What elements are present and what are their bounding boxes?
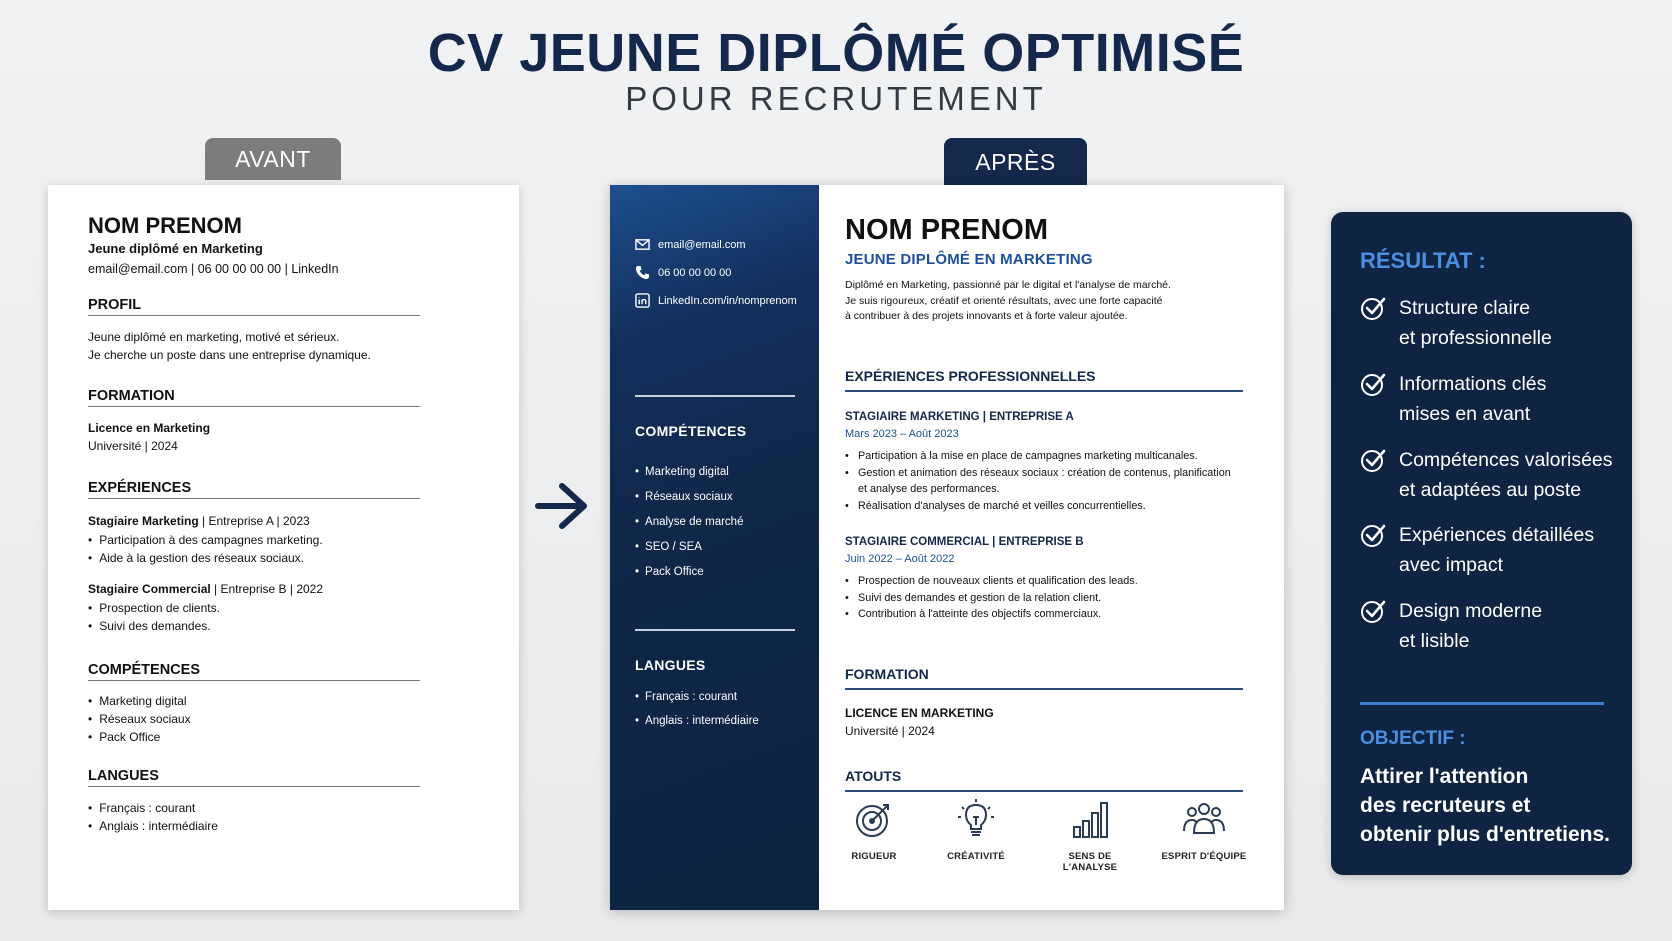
list-item: • Réalisation d'analyses de marché et veilles concurrentielles. bbox=[845, 498, 1235, 515]
result-item-text: Design moderne et lisible bbox=[1399, 600, 1543, 652]
atout-label: CRÉATIVITÉ bbox=[947, 851, 1005, 862]
check-circle-icon bbox=[1360, 447, 1386, 473]
cv-before-competences-list bbox=[88, 692, 191, 746]
cv-after-job-date: Juin 2022 – Août 2022 bbox=[845, 553, 955, 565]
page-subtitle: POUR RECRUTEMENT bbox=[625, 80, 1047, 117]
list-item: • Marketing digital bbox=[635, 460, 743, 485]
job-details: | Entreprise B | 2022 bbox=[210, 582, 324, 596]
list-item: • Réseaux sociaux bbox=[88, 710, 191, 728]
cv-after-section-formation: FORMATION bbox=[845, 666, 1243, 690]
profil-line: Jeune diplômé en marketing, motivé et sérieux. bbox=[88, 330, 340, 344]
contact-text: 06 00 00 00 00 bbox=[658, 266, 732, 279]
result-item bbox=[1360, 293, 1552, 353]
sidebar-langues-title: LANGUES bbox=[635, 657, 706, 673]
contact-linkedin bbox=[635, 293, 797, 308]
list-item: • Marketing digital bbox=[88, 692, 191, 710]
cv-after-formation-school: Université | 2024 bbox=[845, 724, 935, 738]
cv-after-job-list bbox=[845, 573, 1235, 623]
check-circle-icon bbox=[1360, 598, 1386, 624]
cv-before-subtitle: Jeune diplômé en Marketing bbox=[88, 241, 263, 256]
job-role: Stagiaire Commercial bbox=[88, 582, 211, 596]
formation-degree: Licence en Marketing bbox=[88, 421, 211, 435]
sidebar-competences-title: COMPÉTENCES bbox=[635, 423, 747, 439]
list-item: • Réseaux sociaux bbox=[635, 485, 743, 510]
tab-before: AVANT bbox=[205, 138, 341, 180]
atout-equipe bbox=[1154, 797, 1254, 862]
result-item bbox=[1360, 445, 1613, 505]
cv-after-job-title: JEUNE DIPLÔMÉ EN MARKETING bbox=[845, 251, 1093, 268]
contact-text: LinkedIn.com/in/nomprenom bbox=[658, 294, 797, 307]
list-item: • SEO / SEA bbox=[635, 535, 743, 560]
intro-line: à contribuer à des projets innovants et à forte valeur ajoutée. bbox=[845, 310, 1128, 322]
atout-rigueur bbox=[824, 797, 924, 862]
result-item-text: Informations clés mises en avant bbox=[1399, 373, 1547, 425]
cv-after-job-date: Mars 2023 – Août 2023 bbox=[845, 428, 959, 440]
bar-chart-icon bbox=[1068, 797, 1112, 841]
mail-icon bbox=[635, 237, 650, 252]
sidebar-divider bbox=[635, 395, 795, 397]
atout-analyse bbox=[1040, 797, 1140, 873]
cv-before bbox=[48, 185, 519, 910]
page-title: CV JEUNE DIPLÔMÉ OPTIMISÉ bbox=[427, 23, 1245, 83]
cv-before-job bbox=[88, 580, 323, 598]
lightbulb-icon bbox=[954, 797, 998, 841]
team-icon bbox=[1182, 797, 1226, 841]
sidebar-langues-list bbox=[635, 685, 759, 733]
check-circle-icon bbox=[1360, 295, 1386, 321]
phone-icon bbox=[635, 265, 650, 280]
cv-after-job-role: STAGIAIRE MARKETING | ENTREPRISE A bbox=[845, 411, 1074, 423]
cv-after-section-experiences: EXPÉRIENCES PROFESSIONNELLES bbox=[845, 368, 1243, 392]
cv-before-section-formation: FORMATION bbox=[88, 388, 420, 407]
cv-before-job-list bbox=[88, 599, 220, 635]
cv-before-section-langues: LANGUES bbox=[88, 768, 420, 787]
cv-before-contact: email@email.com | 06 00 00 00 00 | LinkedIn bbox=[88, 262, 339, 276]
sidebar-divider bbox=[635, 629, 795, 631]
list-item: • Aide à la gestion des réseaux sociaux. bbox=[88, 549, 323, 567]
list-item: • Prospection de nouveaux clients et qualification des leads. bbox=[845, 573, 1235, 590]
cv-after-section-atouts: ATOUTS bbox=[845, 768, 1243, 792]
profil-line: Je cherche un poste dans une entreprise dynamique. bbox=[88, 348, 371, 362]
cv-after-name: NOM PRENOM bbox=[845, 214, 1048, 246]
list-item: • Prospection de clients. bbox=[88, 599, 220, 617]
result-item-text: Expériences détaillées avec impact bbox=[1399, 524, 1595, 576]
target-icon bbox=[852, 797, 896, 841]
list-item: • Anglais : intermédiaire bbox=[635, 709, 759, 733]
check-circle-icon bbox=[1360, 522, 1386, 548]
result-item bbox=[1360, 596, 1542, 656]
contact-phone bbox=[635, 265, 731, 280]
list-item: • Français : courant bbox=[88, 799, 218, 817]
cv-after-sidebar bbox=[610, 185, 819, 910]
formation-school: Université | 2024 bbox=[88, 439, 178, 453]
cv-before-job-list bbox=[88, 531, 323, 567]
result-item-text: Compétences valorisées et adaptées au poste bbox=[1399, 449, 1613, 501]
cv-before-section-experiences: EXPÉRIENCES bbox=[88, 480, 420, 499]
cv-after-job-list bbox=[845, 448, 1235, 514]
list-item: • Suivi des demandes et gestion de la relation client. bbox=[845, 590, 1235, 607]
list-item: • Contribution à l'atteinte des objectifs commerciaux. bbox=[845, 606, 1235, 623]
result-item bbox=[1360, 369, 1546, 429]
intro-line: Je suis rigoureux, créatif et orienté résultats, avec une forte capacité bbox=[845, 294, 1163, 307]
cv-after-intro bbox=[845, 278, 1171, 325]
result-panel bbox=[1331, 212, 1632, 875]
list-item: • Participation à des campagnes marketing. bbox=[88, 531, 323, 549]
cv-before-profil-text bbox=[88, 328, 371, 364]
contact-email bbox=[635, 237, 746, 252]
panel-divider bbox=[1360, 702, 1604, 705]
sidebar-competences-list bbox=[635, 460, 743, 585]
atout-label: RIGUEUR bbox=[851, 851, 897, 862]
intro-line: Diplômé en Marketing, passionné par le digital et l'analyse de marché. bbox=[845, 279, 1171, 291]
list-item: • Gestion et animation des réseaux sociaux : création de contenus, planification et analyse des performances. bbox=[845, 465, 1235, 498]
list-item: • Pack Office bbox=[635, 560, 743, 585]
atout-creativite bbox=[926, 797, 1026, 862]
atout-label: ESPRIT D'ÉQUIPE bbox=[1161, 851, 1247, 862]
list-item: • Anglais : intermédiaire bbox=[88, 817, 218, 835]
linkedin-icon bbox=[635, 293, 650, 308]
list-item: • Pack Office bbox=[88, 728, 191, 746]
job-role: Stagiaire Marketing bbox=[88, 514, 199, 528]
check-circle-icon bbox=[1360, 371, 1386, 397]
cv-before-section-profil: PROFIL bbox=[88, 297, 420, 316]
list-item: • Suivi des demandes. bbox=[88, 617, 220, 635]
cv-before-section-competences: COMPÉTENCES bbox=[88, 662, 420, 681]
result-item bbox=[1360, 520, 1594, 580]
result-title: RÉSULTAT : bbox=[1360, 248, 1486, 273]
list-item: • Participation à la mise en place de campagnes marketing multicanales. bbox=[845, 448, 1235, 465]
list-item: • Analyse de marché bbox=[635, 510, 743, 535]
cv-after-job-role: STAGIAIRE COMMERCIAL | ENTREPRISE B bbox=[845, 536, 1084, 548]
result-item-text: Structure claire et professionnelle bbox=[1399, 297, 1552, 349]
cv-after-formation-degree: LICENCE EN MARKETING bbox=[845, 706, 994, 720]
cv-before-job bbox=[88, 512, 310, 530]
list-item: • Français : courant bbox=[635, 685, 759, 709]
job-details: | Entreprise A | 2023 bbox=[198, 514, 310, 528]
tab-after: APRÈS bbox=[944, 138, 1087, 186]
objective-text: Attirer l'attention des recruteurs et obtenir plus d'entretiens. bbox=[1360, 765, 1611, 846]
atout-label: SENS DE L'ANALYSE bbox=[1062, 851, 1118, 873]
arrow-right-icon bbox=[534, 480, 590, 532]
cv-before-name: NOM PRENOM bbox=[88, 213, 242, 238]
cv-after bbox=[610, 185, 1284, 910]
contact-text: email@email.com bbox=[658, 238, 746, 251]
cv-before-langues-list bbox=[88, 799, 218, 835]
objective-title: OBJECTIF : bbox=[1360, 728, 1466, 749]
cv-before-formation bbox=[88, 419, 210, 455]
